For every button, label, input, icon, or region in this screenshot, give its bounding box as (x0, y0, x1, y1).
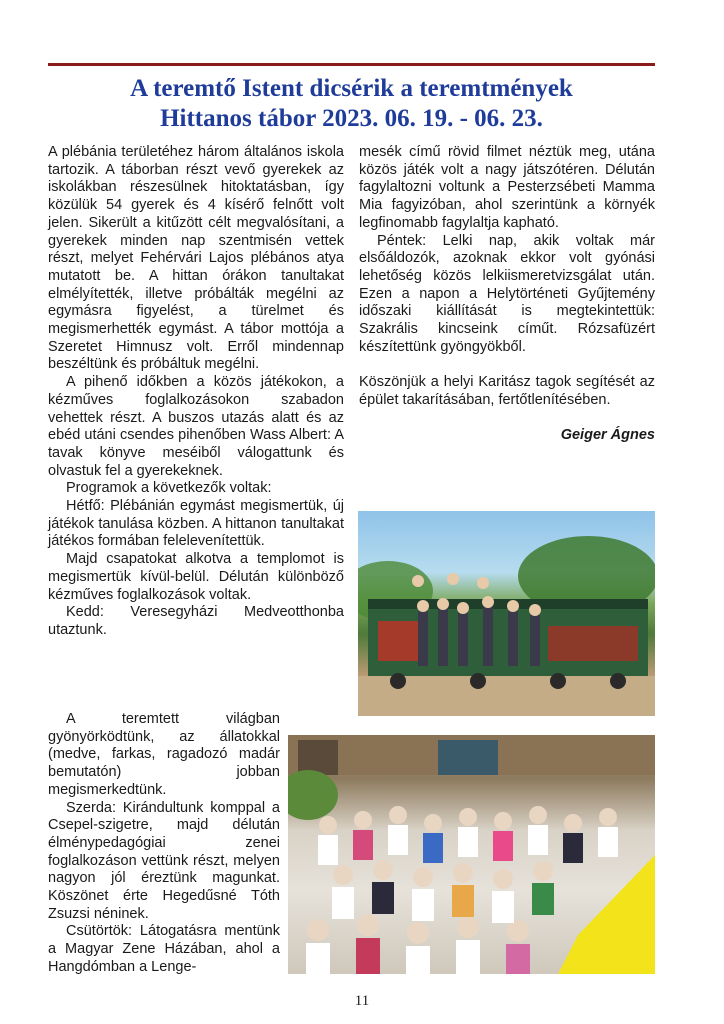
paragraph: A plébánia területéhez három általános iskola tartozik. A táborban részt vevő gyerekek az iskolákban részesülnek hitoktatásban, így közülük 54 gyerek és 4 kísérő felnőtt volt jelen. Sikerült a kitűzött célt megvalósítani, a gyerekek minden nap szentmisén vettek részt, melyet Fehérvári Lajos plébános atya mutatott be. A hittan órákon tanultakat elmélyítették, illetve próbálták megélni az egymásra figyelést, a türelmet és megismerhették egymást. A tábor mottója a Szeretet Himnusz volt. Erről mindennap beszéltünk és próbáltuk megélni. (48, 144, 344, 373)
train-photo (358, 511, 655, 716)
group-photo-illustration (288, 735, 655, 974)
paragraph: Kedd: Veresegyházi Medveotthonba utaztunk. (48, 604, 344, 638)
page-number: 11 (354, 993, 370, 1009)
group-photo (288, 735, 655, 974)
paragraph: Csütörtök: Látogatásra mentünk a Magyar Zene Házában, ahol a Hangdómban a Lenge- (48, 923, 280, 975)
paragraph: Péntek: Lelki nap, akik voltak már elsőáldozók, azoknak ekkor volt gyónási lehetőség közös lelkiismeretvizsgálat után. Ezen a napon a Helytörténeti Gyűjtemény időszaki kiállítását is megtekintettük: Szakrális kincseink címűt. Rózsafüzért készítettünk gyöngyökből. (359, 232, 655, 355)
left-column (48, 144, 344, 640)
right-column (359, 144, 655, 445)
paragraph: A teremtett világban gyönyörködtünk, az állatokkal (medve, farkas, ragadozó madár bemutatón) jobban megismerkedtünk. (48, 711, 280, 798)
left-column-narrow (48, 711, 280, 977)
paragraph: A pihenő időkben a közös játékokon, a kézműves foglalkozásokon szabadon vehettek részt. A buszos utazás alatt és az ebéd utáni csendes pihenőben Wass Albert: A tavak könyve meséiből válogattunk és olvastuk fel a gyerekeknek. (48, 374, 344, 479)
title-line-1: A teremtő Istent dicsérik a teremtmények (130, 75, 573, 102)
author-signature: Geiger Ágnes (560, 427, 655, 444)
paragraph: Hétfő: Plébánián egymást megismertük, új játékok tanulása közben. A hittanon tanultakat játékos formában felelevenítettük. (48, 498, 344, 550)
paragraph: Szerda: Kirándultunk komppal a Csepel-szigetre, majd délután élménypedagógiai zenei foglalkozáson vettünk részt, melyen nagyon jól éreztünk magunkat. Köszönet érte Hegedűsné Tóth Zsuzsi néninek. (48, 799, 280, 922)
title-line-2: Hittanos tábor 2023. 06. 19. - 06. 23. (160, 105, 543, 132)
spacer (359, 356, 655, 374)
spacer (359, 410, 655, 428)
paragraph: mesék című rövid filmet néztük meg, utána közös játék volt a nagy játszótéren. Délután fagylaltozni voltunk a Pesterzsébeti Mamma Mia fagyizóban, ahol szerintünk a környék legfinomabb fagylaltja kapható. (359, 144, 655, 231)
paragraph: Köszönjük a helyi Karitász tagok segítését az épület takarításában, fertőtlenítésében. (359, 374, 655, 408)
train-photo-illustration (358, 511, 655, 716)
header-rule (48, 63, 655, 66)
paragraph: Programok a következők voltak: (66, 480, 272, 497)
paragraph: Majd csapatokat alkotva a templomot is megismertük kívül-belül. Délután különböző kézműves foglalkozások voltak. (48, 551, 344, 603)
article-title (48, 74, 655, 134)
